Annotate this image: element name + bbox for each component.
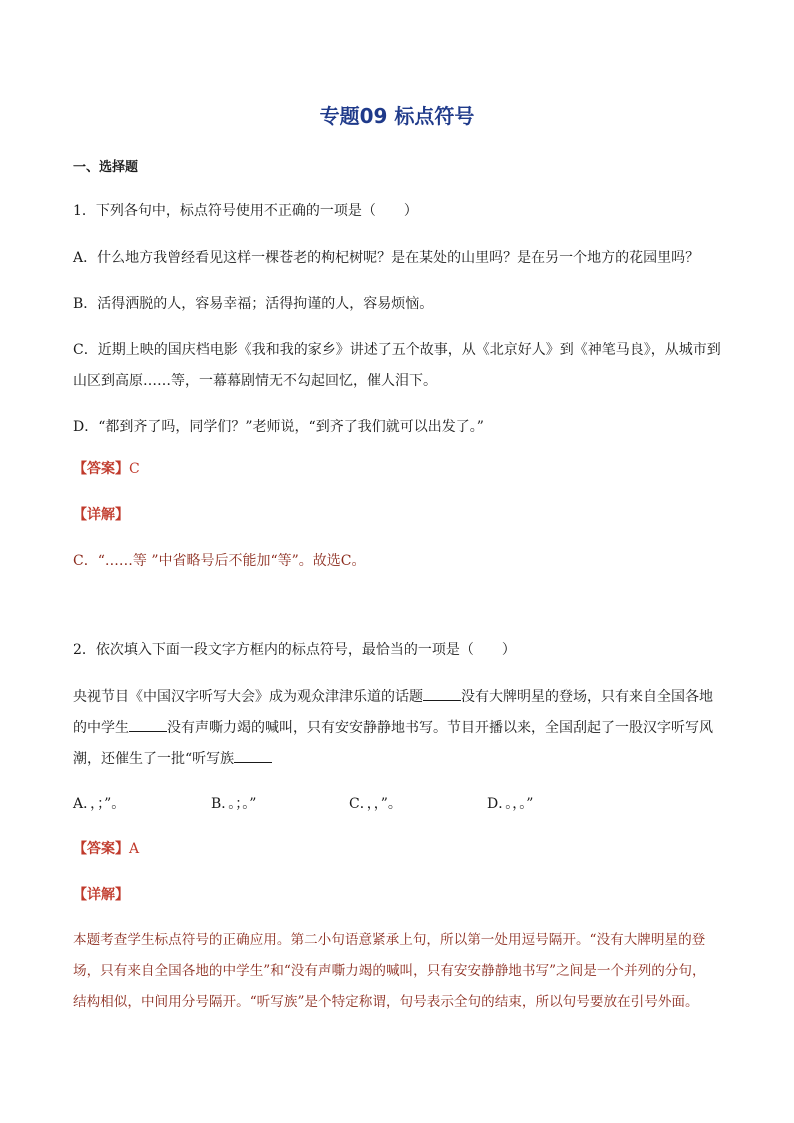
q2-option-a: A．，；”。	[73, 796, 126, 812]
q2-detail-line3: 结构相似，中间用分号隔开。“听写族”是个特定称谓，句号表示全句的结束，所以句号要放在引号外面。	[73, 994, 699, 1010]
q1-detail-label-text: 【详解】	[73, 507, 129, 523]
q1-option-c-line1: C．近期上映的国庆档电影《我和我的家乡》讲述了五个故事，从《北京好人》到《神笔马良》，从城市到	[73, 342, 721, 358]
q1-option-b: B．活得洒脱的人，容易幸福；活得拘谨的人，容易烦恼。	[73, 296, 434, 312]
q2-passage-text: 央视节目《中国汉字听写大会》成为观众津津乐道的话题	[73, 689, 423, 705]
q2-answer	[73, 839, 733, 859]
q2-passage-line2	[73, 717, 733, 738]
q2-passage-text: 没有声嘶力竭的喊叫，只有安安静静地书写。节目开播以来，全国刮起了一股汉字听写风	[167, 720, 713, 736]
q2-option-d: D．。，。”	[487, 796, 534, 812]
q1-answer-value: C	[129, 461, 140, 477]
q2-detail-line1: 本题考查学生标点符号的正确应用。第二小句语意紧承上句，所以第一处用逗号隔开。“没有大牌明星的登	[73, 932, 706, 948]
q1-stem: 1．下列各句中，标点符号使用不正确的一项是（ ）	[73, 203, 418, 219]
q2-options	[73, 794, 733, 814]
q2-detail-label	[73, 885, 733, 905]
page-title: 专题09 标点符号	[319, 104, 475, 128]
q2-passage-text: 潮，还催生了一批“听写族	[73, 751, 235, 767]
q1-option-d: D．“都到齐了吗，同学们？”老师说，“到齐了我们就可以出发了。”	[73, 419, 484, 435]
q1-option-c-line2: 山区到高原……等，一幕幕剧情无不勾起回忆，催人泪下。	[73, 373, 437, 389]
q1-answer-label: 【答案】	[73, 461, 129, 477]
q2-option-c: C．，，”。	[349, 796, 402, 812]
q1-option-a: A．什么地方我曾经看见这样一棵苍老的枸杞树呢？是在某处的山里吗？是在另一个地方的花园里吗？	[73, 250, 700, 266]
q2-detail-label-text: 【详解】	[73, 887, 129, 903]
q2-passage-line1	[73, 686, 733, 707]
q2-stem: 2．依次填入下面一段文字方框内的标点符号，最恰当的一项是（ ）	[73, 642, 516, 658]
q2-answer-label: 【答案】	[73, 841, 129, 857]
q2-blank-2	[129, 717, 167, 732]
q2-option-b: B．。；。”	[211, 796, 257, 812]
q2-blank-3	[234, 748, 272, 763]
q2-blank-1	[423, 686, 461, 701]
q2-passage-line3	[73, 748, 733, 769]
q1-answer	[73, 459, 733, 479]
q2-passage-text: 没有大牌明星的登场，只有来自全国各地	[461, 689, 713, 705]
q2-detail-line2: 场，只有来自全国各地的中学生”和“没有声嘶力竭的喊叫，只有安安静静地书写”之间是一个并列的分句，	[73, 963, 706, 979]
q1-detail-text: C．“……等 ”中省略号后不能加“等”。故选C。	[73, 553, 366, 569]
section-heading: 一、选择题	[73, 160, 139, 175]
q1-detail-label	[73, 505, 733, 525]
q2-answer-value: A	[129, 841, 140, 857]
q2-passage-text: 的中学生	[73, 720, 129, 736]
